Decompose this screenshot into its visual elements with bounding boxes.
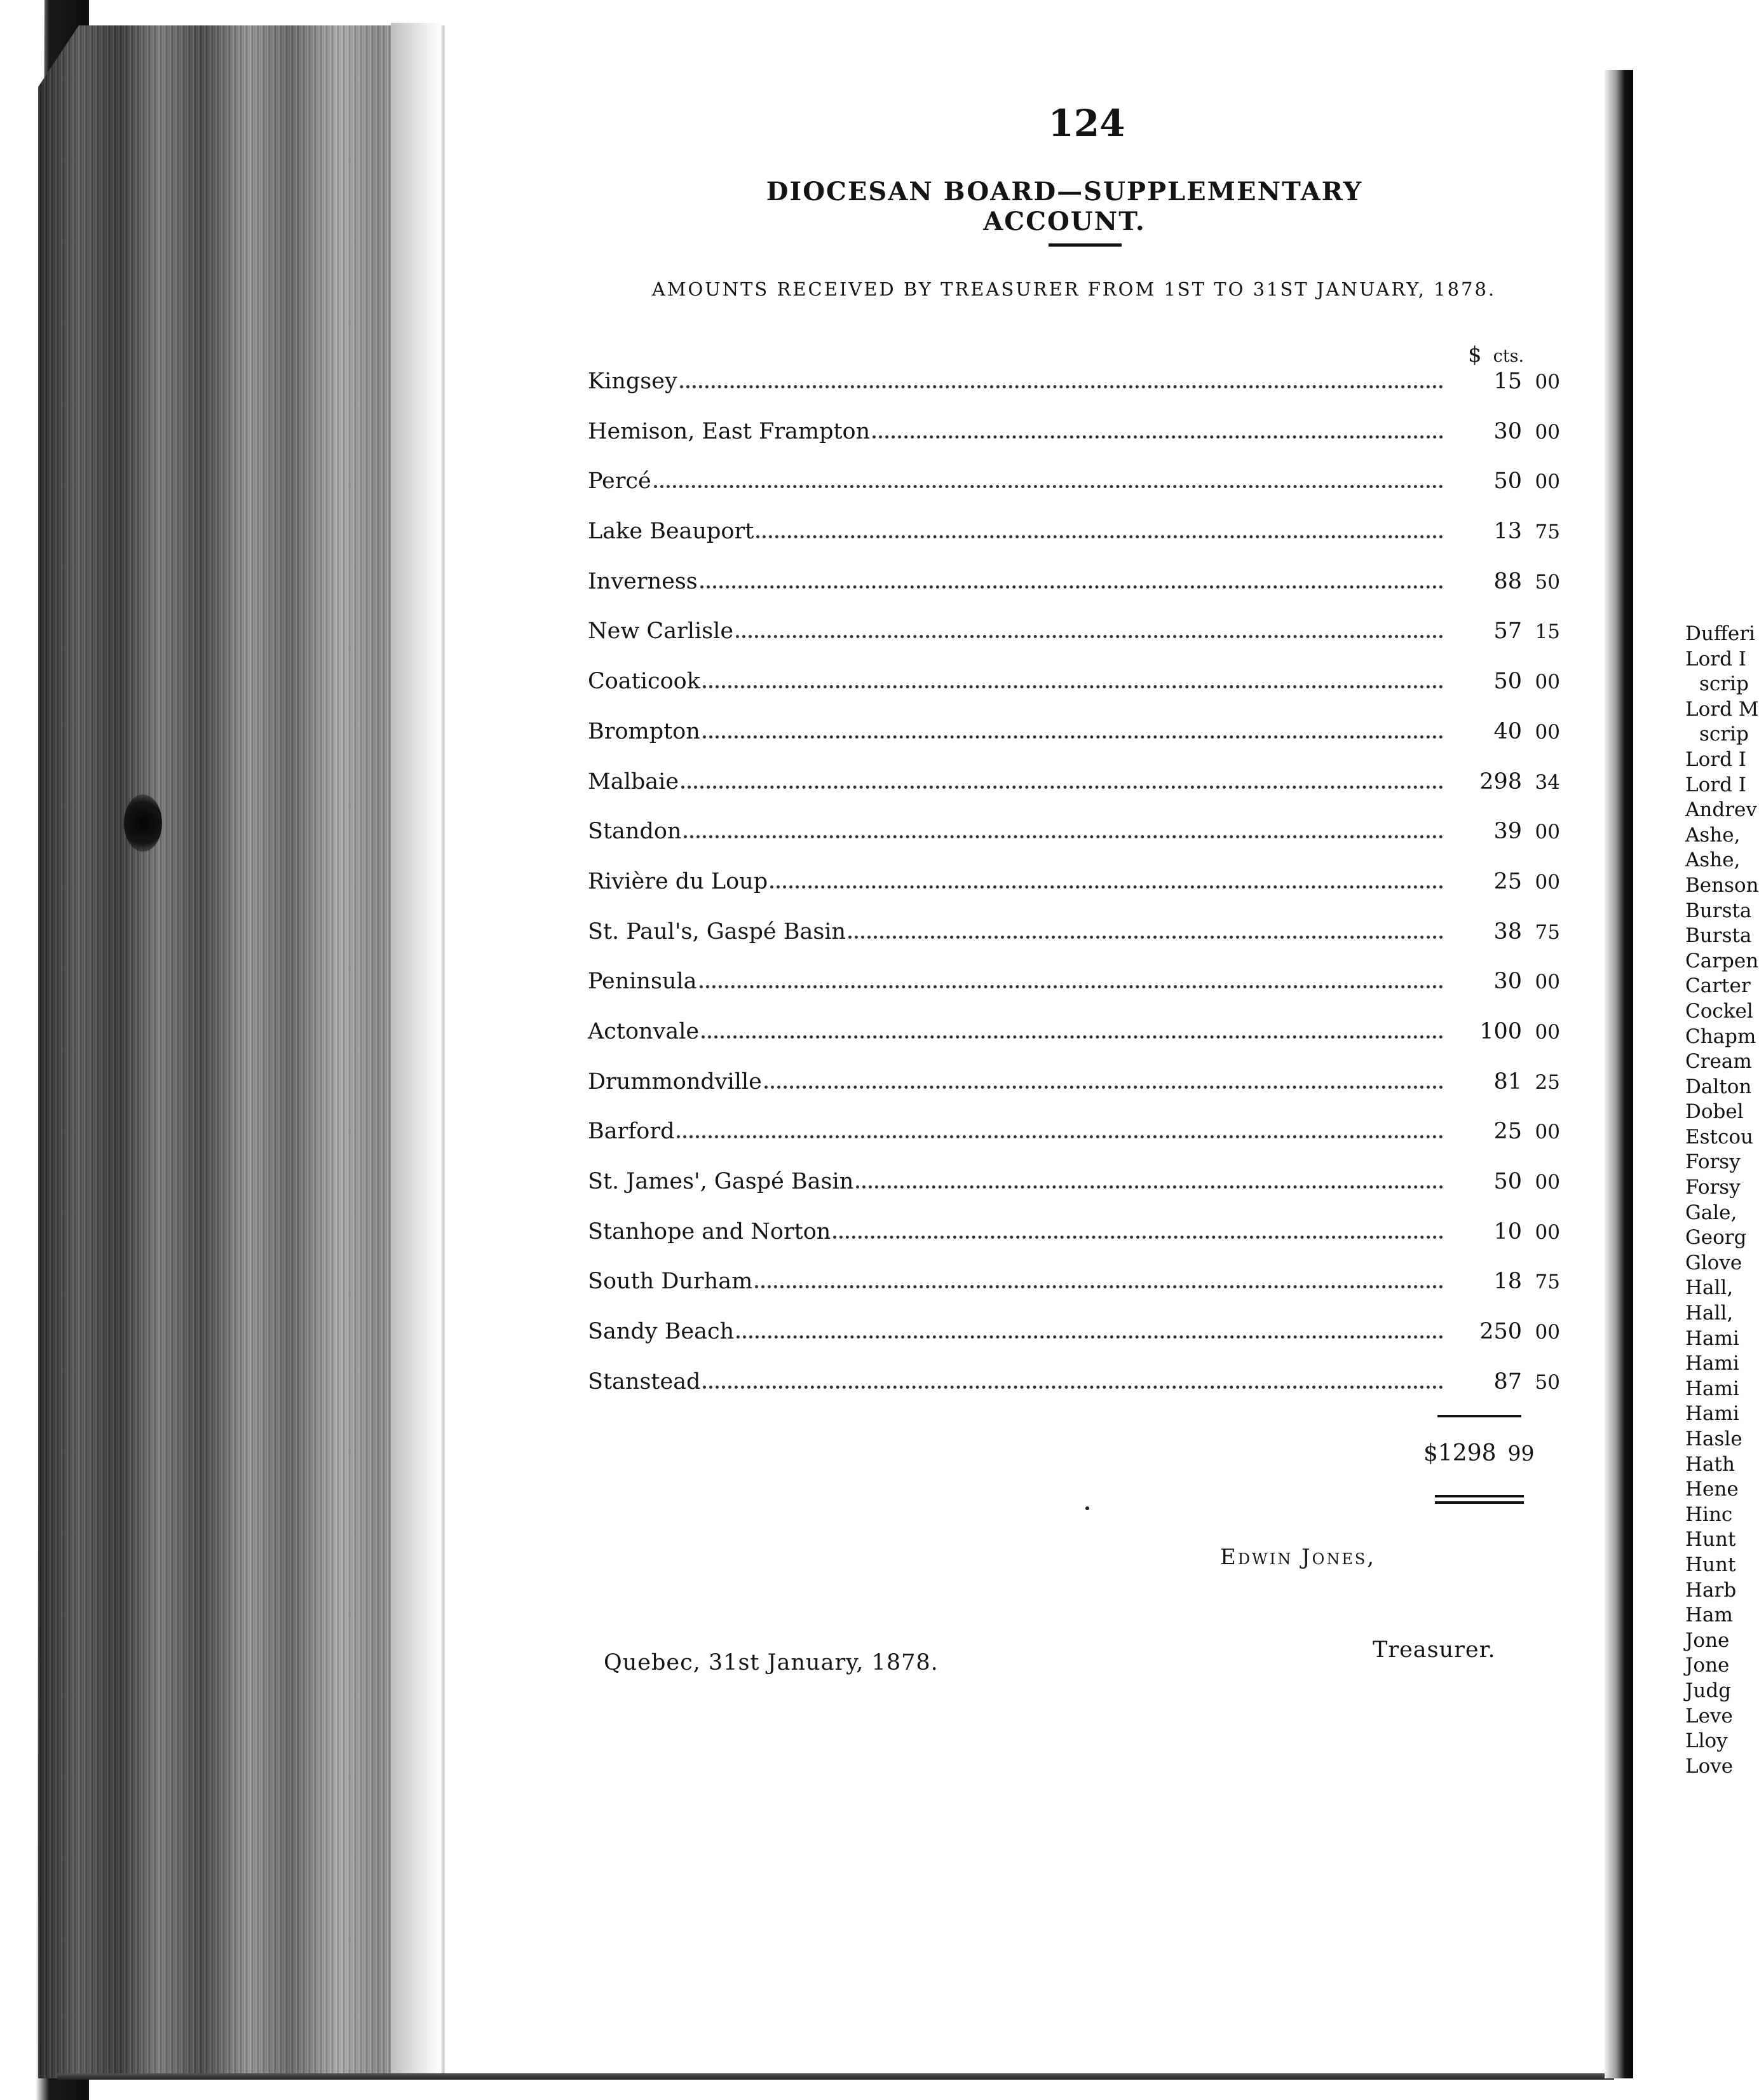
row-location-name: Standon [588, 819, 682, 845]
table-row [588, 1369, 1560, 1419]
table-row [588, 1219, 1560, 1269]
dot-leader [680, 376, 1443, 388]
row-cents: 00 [1535, 1121, 1560, 1144]
table-row [588, 869, 1560, 919]
row-location-name: Barford [588, 1119, 675, 1145]
table-row [588, 1169, 1560, 1219]
dot-leader [703, 726, 1443, 739]
table-row [588, 919, 1560, 969]
page-number: 124 [1048, 102, 1125, 145]
facing-page-text [1685, 622, 1759, 1779]
dot-leader [654, 476, 1443, 488]
row-cents: 00 [1535, 1020, 1560, 1044]
table-row [588, 369, 1560, 419]
row-dollars: 40 [1493, 718, 1522, 744]
dot-leader [684, 826, 1443, 838]
print-speck [1085, 1506, 1089, 1510]
page-subtitle: AMOUNTS RECEIVED BY TREASURER FROM 1ST TO 31ST JANUARY, 1878. [651, 278, 1497, 300]
dot-leader [700, 576, 1443, 589]
row-dollars: 50 [1493, 1169, 1522, 1194]
facing-page-line: Leve [1685, 1704, 1733, 1728]
dot-leader [737, 1326, 1443, 1339]
row-dollars: 298 [1479, 768, 1522, 794]
dot-leader [756, 526, 1443, 538]
facing-page-line: Jone [1685, 1654, 1730, 1677]
row-cents: 00 [1535, 1321, 1560, 1344]
row-cents: 75 [1535, 521, 1560, 544]
facing-page-line: Hath [1685, 1452, 1735, 1476]
dot-leader [873, 426, 1443, 439]
row-cents: 00 [1535, 821, 1560, 844]
table-row [588, 1319, 1560, 1369]
row-location-name: Percé [588, 468, 651, 494]
row-cents: 75 [1535, 1271, 1560, 1294]
row-cents: 00 [1535, 720, 1560, 744]
table-row [588, 719, 1560, 769]
row-cents: 75 [1535, 920, 1560, 944]
row-dollars: 38 [1493, 918, 1522, 944]
row-location-name: Inverness [588, 568, 698, 594]
row-location-name: New Carlisle [588, 618, 734, 644]
dot-leader [755, 1276, 1443, 1288]
total-dollars: $1298 [1423, 1440, 1497, 1466]
row-dollars: 25 [1493, 868, 1522, 894]
dollars-header: $ [1468, 342, 1482, 367]
table-row [588, 769, 1560, 819]
signatory-title: Treasurer. [1373, 1637, 1496, 1663]
accounts-list [588, 369, 1560, 1419]
title-divider [1049, 243, 1122, 247]
facing-page-line: Chapm [1685, 1025, 1756, 1048]
facing-page-line: Hunt [1685, 1528, 1736, 1551]
row-cents: 00 [1535, 671, 1560, 694]
facing-page-line: Lord I [1685, 747, 1747, 771]
row-dollars: 50 [1493, 468, 1522, 494]
facing-page-line: Lord I [1685, 773, 1747, 796]
signatory-name: Edwin Jones, [1220, 1544, 1376, 1570]
row-dollars: 87 [1493, 1368, 1522, 1394]
row-cents: 34 [1535, 770, 1560, 794]
table-row [588, 419, 1560, 469]
dot-leader [764, 1077, 1443, 1089]
facing-page-line: Love [1685, 1754, 1734, 1778]
dot-leader [702, 1026, 1443, 1039]
row-cents: 50 [1535, 570, 1560, 594]
dot-leader [833, 1227, 1443, 1239]
row-location-name: Malbaie [588, 768, 679, 794]
row-dollars: 39 [1493, 819, 1522, 845]
dot-leader [856, 1176, 1443, 1189]
facing-page-line: Hall, [1685, 1276, 1734, 1300]
cents-header: cts. [1493, 346, 1525, 366]
table-row [588, 969, 1560, 1019]
facing-page-line: Ashe, [1685, 823, 1741, 847]
row-dollars: 15 [1493, 369, 1522, 394]
facing-page-line: Forsy [1685, 1176, 1741, 1199]
facing-page-line: scrip [1699, 672, 1749, 696]
facing-page-line: Ham [1685, 1604, 1733, 1627]
row-location-name: Stanstead [588, 1368, 701, 1394]
facing-page-line: Andrev [1685, 798, 1757, 822]
total-double-rule [1435, 1495, 1524, 1504]
table-row [588, 1119, 1560, 1169]
facing-page-line: Hami [1685, 1377, 1739, 1400]
row-location-name: Drummondville [588, 1068, 762, 1094]
facing-page-line: Hasle [1685, 1428, 1742, 1450]
facing-page-line: Estcou [1685, 1125, 1753, 1149]
facing-page-line: Hami [1685, 1402, 1739, 1426]
row-dollars: 88 [1493, 568, 1522, 594]
row-location-name: Hemison, East Frampton [588, 418, 871, 444]
facing-page-line: Hami [1685, 1326, 1739, 1350]
facing-page-line: Lord I [1685, 647, 1747, 671]
facing-page-line: Bursta [1685, 924, 1752, 948]
total-rule [1437, 1415, 1521, 1417]
facing-page-line: Dufferi [1685, 622, 1755, 645]
column-headers [1468, 342, 1544, 367]
book-bottom-edge [57, 2073, 1614, 2080]
book-gutter [1605, 70, 1633, 2078]
total-amount [1423, 1440, 1538, 1466]
row-location-name: Stanhope and Norton [588, 1218, 831, 1244]
row-cents: 00 [1535, 971, 1560, 994]
row-location-name: Kingsey [588, 369, 677, 394]
facing-page-line: Benson [1685, 873, 1759, 897]
facing-page-line: Hami [1685, 1352, 1739, 1375]
facing-page-line: Harb [1685, 1578, 1737, 1602]
facing-page-line: Lord M [1685, 697, 1759, 721]
table-row [588, 1269, 1560, 1319]
row-dollars: 25 [1493, 1119, 1522, 1145]
page-stack-edge [38, 25, 445, 2078]
dot-leader [681, 777, 1443, 789]
facing-page-line: Judg [1685, 1679, 1732, 1702]
row-dollars: 30 [1493, 418, 1522, 444]
row-cents: 00 [1535, 1171, 1560, 1194]
table-row [588, 468, 1560, 519]
row-cents: 15 [1535, 620, 1560, 644]
row-location-name: Coaticook [588, 669, 700, 695]
facing-page-line: Dobel [1685, 1100, 1744, 1124]
table-row [588, 1069, 1560, 1119]
facing-page-line: Gale, [1685, 1201, 1737, 1224]
row-location-name: Peninsula [588, 969, 697, 995]
row-cents: 00 [1535, 371, 1560, 393]
facing-page-line: scrip [1699, 723, 1749, 746]
dot-leader [677, 1126, 1443, 1138]
row-dollars: 10 [1493, 1218, 1522, 1244]
facing-page-line: Cockel [1685, 999, 1753, 1023]
facing-page-line: Carpen [1685, 949, 1759, 972]
row-dollars: 100 [1479, 1018, 1522, 1044]
table-row [588, 819, 1560, 869]
dot-leader [703, 676, 1443, 688]
row-cents: 25 [1535, 1070, 1560, 1094]
dot-leader [700, 976, 1443, 988]
row-dollars: 81 [1493, 1068, 1522, 1094]
row-location-name: Brompton [588, 718, 700, 744]
dot-leader [703, 1377, 1443, 1389]
facing-page-line: Glove [1685, 1251, 1742, 1274]
row-dollars: 30 [1493, 969, 1522, 995]
facing-page-line: Georg [1685, 1226, 1747, 1250]
dot-leader [736, 626, 1443, 638]
table-row [588, 519, 1560, 569]
row-location-name: South Durham [588, 1269, 753, 1295]
row-location-name: St. Paul's, Gaspé Basin [588, 918, 846, 944]
row-cents: 00 [1535, 420, 1560, 444]
place-and-date: Quebec, 31st January, 1878. [604, 1650, 939, 1675]
facing-page-line: Lloy [1685, 1729, 1728, 1753]
facing-page-line: Cream [1685, 1050, 1752, 1074]
page-fold-shadow [391, 23, 442, 2076]
total-cents: 99 [1507, 1441, 1535, 1466]
facing-page-line: Forsy [1685, 1150, 1741, 1174]
table-row [588, 1019, 1560, 1069]
row-cents: 00 [1535, 1220, 1560, 1244]
row-cents: 00 [1535, 870, 1560, 894]
row-dollars: 13 [1493, 519, 1522, 545]
row-dollars: 18 [1493, 1269, 1522, 1295]
dot-leader [848, 927, 1443, 939]
table-row [588, 669, 1560, 719]
page-title: DIOCESAN BOARD—SUPPLEMENTARY ACCOUNT. [766, 177, 1363, 236]
row-location-name: St. James', Gaspé Basin [588, 1169, 854, 1194]
row-dollars: 250 [1479, 1319, 1522, 1345]
row-location-name: Actonvale [588, 1018, 700, 1044]
facing-page-line: Hinc [1685, 1503, 1733, 1526]
facing-page-line: Bursta [1685, 899, 1752, 922]
facing-page-line: Hall, [1685, 1302, 1734, 1325]
facing-page-line: Hunt [1685, 1553, 1736, 1576]
dot-leader [770, 876, 1443, 889]
row-location-name: Lake Beauport [588, 519, 754, 545]
facing-page-line: Ashe, [1685, 849, 1741, 872]
row-dollars: 50 [1493, 669, 1522, 695]
row-location-name: Sandy Beach [588, 1319, 735, 1345]
facing-page-line: Carter [1685, 974, 1751, 998]
ink-blot [124, 794, 162, 852]
row-cents: 50 [1535, 1370, 1560, 1394]
table-row [588, 569, 1560, 619]
row-location-name: Rivière du Loup [588, 868, 768, 894]
facing-page-line: Jone [1685, 1628, 1730, 1652]
row-dollars: 57 [1493, 618, 1522, 644]
facing-page-line: Hene [1685, 1478, 1739, 1501]
facing-page-line: Dalton [1685, 1075, 1752, 1098]
row-cents: 00 [1535, 470, 1560, 494]
table-row [588, 618, 1560, 669]
